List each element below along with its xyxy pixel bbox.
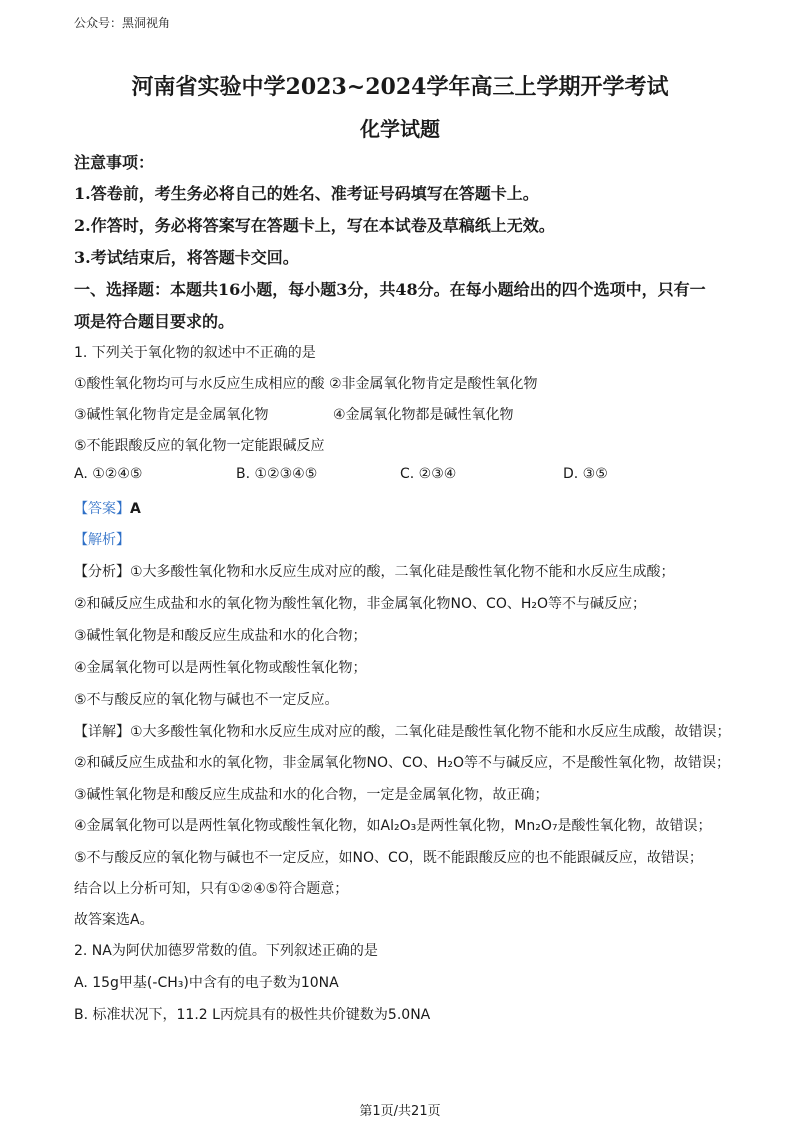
source-header: 公众号：黑洞视角 <box>74 16 171 30</box>
fenxi-text: ③碱性氧化物是和酸反应生成盐和水的化合物； <box>74 628 367 644</box>
detail-text: ②和碱反应生成盐和水的氧化物，非金属氧化物NO、CO、H₂O等不与碱反应，不是酸性氧化物，故错误； <box>74 755 730 771</box>
fenxi-text: ⑤不与酸反应的氧化物与碱也不一定反应。 <box>74 692 339 708</box>
q1-option-b: B. ①②③④⑤ <box>236 466 318 482</box>
q1-statement: ③碱性氧化物肯定是金属氧化物 <box>74 407 269 423</box>
section-heading: 一、选择题：本题共16小题，每小题3分，共48分。在每小题给出的四个选项中，只有一 <box>74 280 706 299</box>
analysis-tag: 【解析】 <box>74 532 130 548</box>
page-number: 第1页/共21页 <box>359 1104 441 1119</box>
q1-stem: 1. 下列关于氧化物的叙述中不正确的是 <box>74 345 316 361</box>
detail-line <box>74 721 731 741</box>
notice-item: 2.作答时，务必将答案写在答题卡上，写在本试卷及草稿纸上无效。 <box>74 216 555 235</box>
notice-heading: 注意事项： <box>74 153 155 172</box>
exam-title: 河南省实验中学2023~2024学年高三上学期开学考试 <box>131 74 669 100</box>
q2-stem: 2. NA为阿伏加德罗常数的值。下列叙述正确的是 <box>74 943 378 959</box>
fenxi-text: ①大多酸性氧化物和水反应生成对应的酸，二氧化硅是酸性氧化物不能和水反应生成酸； <box>130 564 675 580</box>
fenxi-text: ②和碱反应生成盐和水的氧化物为酸性氧化物，非金属氧化物NO、CO、H₂O等不与碱反应； <box>74 596 646 612</box>
final-answer-text: 故答案选A。 <box>74 912 154 928</box>
q2-option-b: B. 标准状况下，11.2 L丙烷具有的极性共价键数为5.0NA <box>74 1007 431 1023</box>
answer-value: A <box>130 501 141 517</box>
detail-text: ④金属氧化物可以是两性氧化物或酸性氧化物，如Al₂O₃是两性氧化物，Mn₂O₇是酸性氧化物，故错误； <box>74 818 712 834</box>
conclusion-text: 结合以上分析可知，只有①②④⑤符合题意； <box>74 881 349 897</box>
q1-option-a: A. ①②④⑤ <box>74 466 143 482</box>
notice-item: 3.考试结束后，将答题卡交回。 <box>74 248 299 267</box>
fenxi-line <box>74 561 675 581</box>
q2-option-a: A. 15g甲基(-CH₃)中含有的电子数为10NA <box>74 975 339 991</box>
q1-option-d: D. ③⑤ <box>563 466 608 482</box>
fenxi-tag: 【分析】 <box>74 564 130 580</box>
q1-option-c: C. ②③④ <box>400 466 457 482</box>
notice-item: 1.答卷前，考生务必将自己的姓名、准考证号码填写在答题卡上。 <box>74 184 539 203</box>
detail-text: ①大多酸性氧化物和水反应生成对应的酸，二氧化硅是酸性氧化物不能和水反应生成酸，故错误； <box>130 724 731 740</box>
answer-tag: 【答案】 <box>74 501 130 517</box>
section-heading-cont: 项是符合题目要求的。 <box>74 312 235 331</box>
detail-tag: 【详解】 <box>74 724 130 740</box>
q1-statement: ①酸性氧化物均可与水反应生成相应的酸 ②非金属氧化物肯定是酸性氧化物 <box>74 376 538 392</box>
answer-line <box>74 498 141 518</box>
detail-text: ⑤不与酸反应的氧化物与碱也不一定反应，如NO、CO，既不能跟酸反应的也不能跟碱反应，故错误； <box>74 850 703 866</box>
exam-subtitle: 化学试题 <box>360 117 440 141</box>
q1-statement: ④金属氧化物都是碱性氧化物 <box>333 407 514 423</box>
detail-text: ③碱性氧化物是和酸反应生成盐和水的化合物，一定是金属氧化物，故正确； <box>74 787 549 803</box>
fenxi-text: ④金属氧化物可以是两性氧化物或酸性氧化物； <box>74 660 367 676</box>
q1-statement: ⑤不能跟酸反应的氧化物一定能跟碱反应 <box>74 438 325 454</box>
